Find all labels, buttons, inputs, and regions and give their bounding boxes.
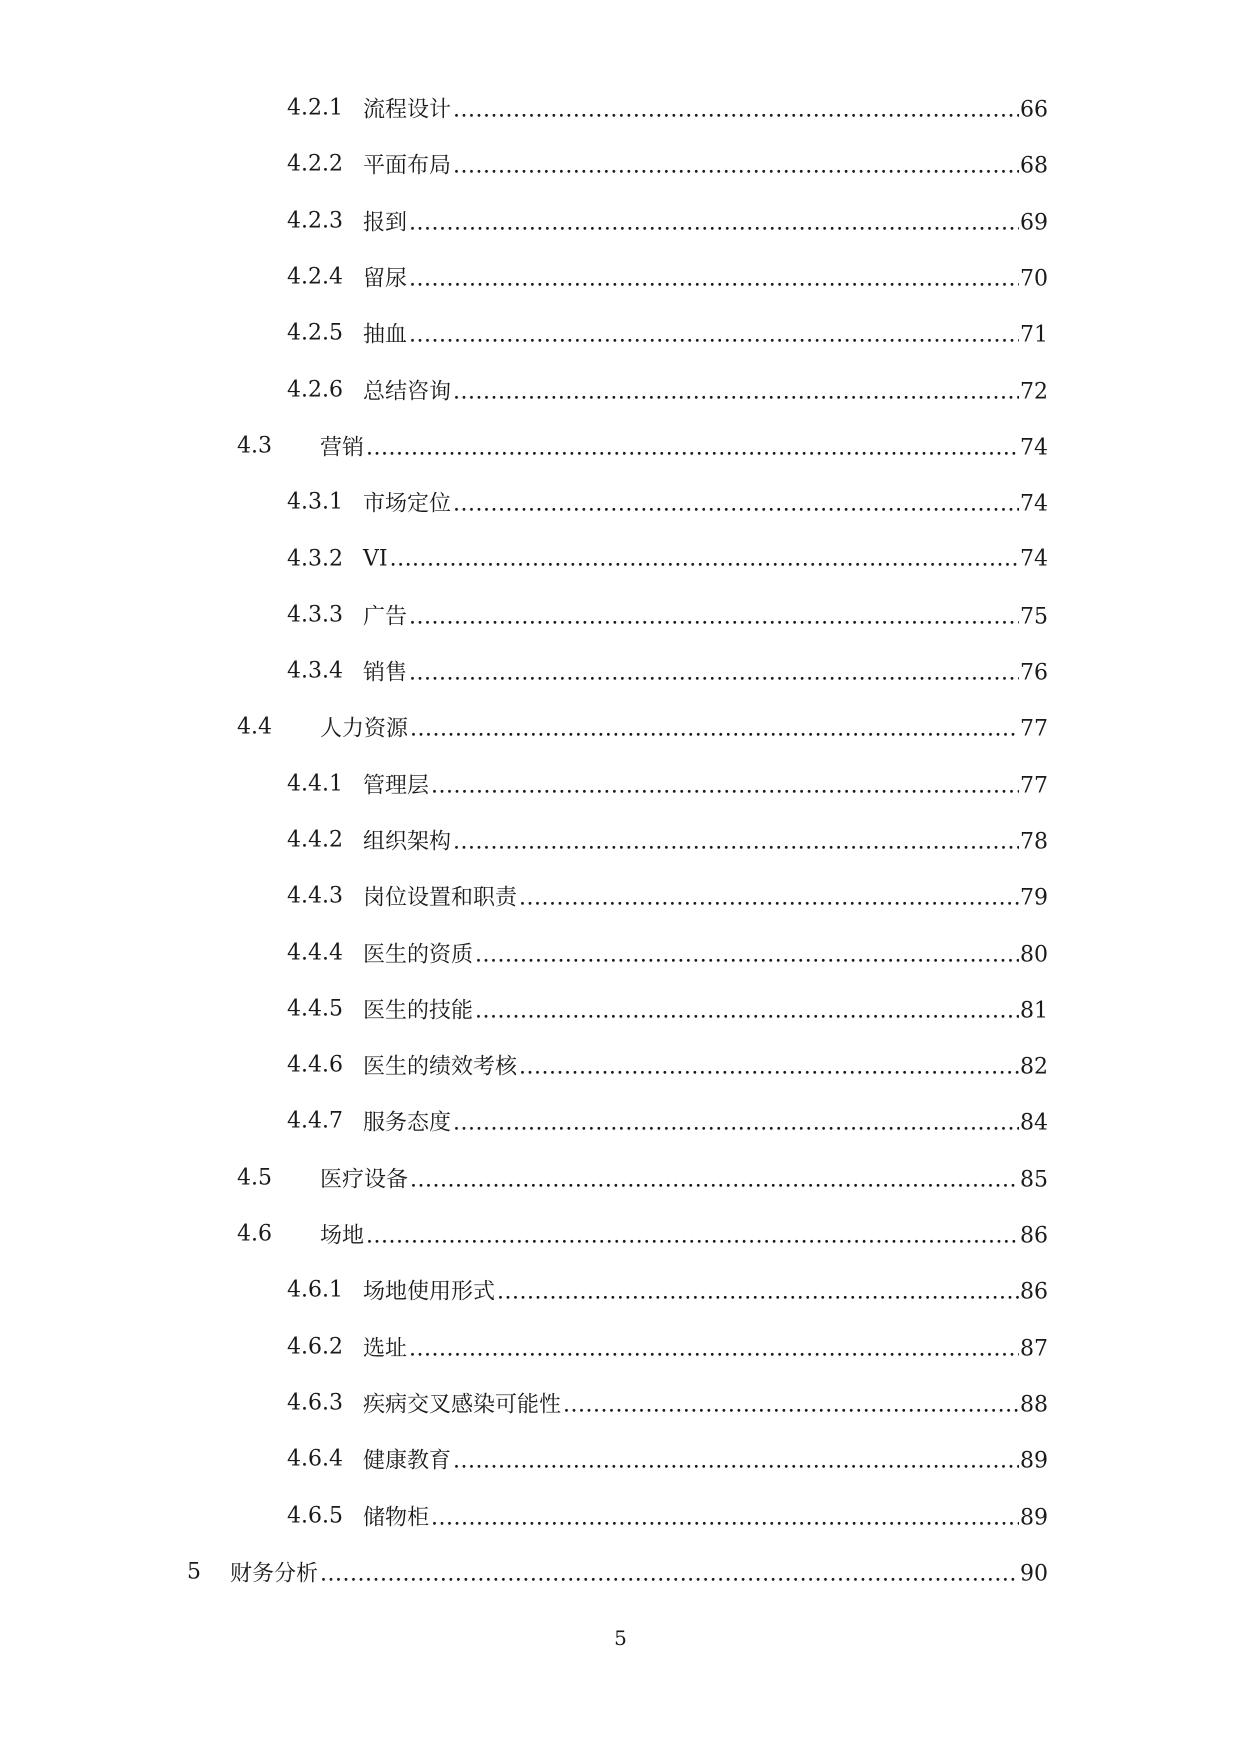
dot-leader — [409, 267, 1019, 292]
dot-leader — [409, 323, 1019, 348]
toc-entry[interactable] — [0, 1544, 1241, 1600]
dot-leader — [410, 1167, 1019, 1192]
dot-leader — [519, 886, 1019, 911]
dot-leader — [390, 546, 1019, 571]
toc-entry-line — [320, 1219, 1048, 1250]
toc-entry-page: 86 — [1020, 1223, 1048, 1249]
toc-entry-line — [363, 993, 1048, 1024]
toc-entry-page: 88 — [1020, 1392, 1048, 1418]
toc-entry-title: 选址 — [363, 1336, 408, 1362]
dot-leader — [453, 492, 1019, 517]
toc-entry-page: 74 — [1020, 435, 1048, 461]
toc-entry-line — [363, 149, 1048, 180]
toc-entry-number: 4.4.7 — [287, 1108, 343, 1134]
toc-entry-number: 4.6.2 — [287, 1334, 343, 1360]
toc-entry-title: 医生的技能 — [363, 998, 474, 1024]
toc-entry[interactable] — [0, 1037, 1241, 1093]
toc-entry-line — [363, 599, 1048, 630]
toc-entry-page: 90 — [1020, 1561, 1048, 1587]
toc-entry-page: 81 — [1020, 998, 1048, 1024]
toc-entry-line — [363, 768, 1048, 799]
toc-entry-page: 78 — [1020, 829, 1048, 855]
toc-entry[interactable] — [0, 193, 1241, 249]
toc-entry-line — [320, 430, 1048, 461]
dot-leader — [563, 1392, 1019, 1417]
toc-entry-number: 4.4 — [237, 714, 272, 740]
toc-entry-line — [320, 1162, 1048, 1193]
dot-leader — [453, 98, 1019, 123]
toc-entry-line — [320, 712, 1048, 743]
toc-entry[interactable] — [0, 643, 1241, 699]
toc-entry-number: 4.3 — [237, 433, 272, 459]
dot-leader — [453, 1111, 1019, 1136]
toc-entry-page: 84 — [1020, 1110, 1048, 1136]
toc-entry-title: 管理层 — [363, 773, 430, 799]
toc-entry-number: 4.6.4 — [287, 1446, 343, 1472]
toc-entry[interactable] — [0, 812, 1241, 868]
toc-entry-line — [363, 318, 1048, 349]
toc-entry-page: 86 — [1020, 1279, 1048, 1305]
toc-entry-line — [363, 1500, 1048, 1531]
toc-entry-line — [363, 1106, 1048, 1137]
toc-entry[interactable] — [0, 474, 1241, 530]
toc-entry-page: 89 — [1020, 1448, 1048, 1474]
toc-entry[interactable] — [0, 1375, 1241, 1431]
toc-entry-title: 流程设计 — [363, 97, 452, 123]
toc-entry-line — [363, 205, 1048, 236]
dot-leader — [431, 1505, 1019, 1530]
toc-entry-title: 医生的资质 — [363, 942, 474, 968]
toc-entry-title: 营销 — [320, 435, 365, 461]
toc-entry-number: 4.3.4 — [287, 658, 343, 684]
toc-entry-title: 岗位设置和职责 — [363, 885, 518, 911]
toc-entry-number: 4.2.6 — [287, 377, 343, 403]
toc-entry[interactable] — [0, 1319, 1241, 1375]
toc-entry-page: 68 — [1020, 153, 1048, 179]
toc-entry-number: 4.3.1 — [287, 489, 343, 515]
toc-entry-line — [363, 1387, 1048, 1418]
toc-entry-number: 4.4.4 — [287, 940, 343, 966]
toc-entry-number: 4.2.1 — [287, 95, 343, 121]
dot-leader — [366, 1224, 1019, 1249]
toc-entry-line — [230, 1556, 1048, 1587]
toc-entry-number: 4.4.3 — [287, 883, 343, 909]
toc-entry-title: 医疗设备 — [320, 1167, 409, 1193]
toc-entry-title: 储物柜 — [363, 1505, 430, 1531]
dot-leader — [453, 1449, 1019, 1474]
dot-leader — [453, 379, 1019, 404]
toc-entry-page: 85 — [1020, 1167, 1048, 1193]
toc-entry-title: 销售 — [363, 660, 408, 686]
toc-entry-title: 市场定位 — [363, 491, 452, 517]
dot-leader — [475, 998, 1019, 1023]
table-of-contents — [0, 80, 1241, 1600]
dot-leader — [497, 1280, 1019, 1305]
toc-entry-line — [363, 1275, 1048, 1306]
toc-entry-line — [363, 1050, 1048, 1081]
toc-entry[interactable] — [0, 305, 1241, 361]
toc-entry-number: 4.2.2 — [287, 151, 343, 177]
toc-entry-number: 4.3.3 — [287, 602, 343, 628]
toc-entry-line — [363, 546, 1048, 571]
toc-entry-number: 4.2.5 — [287, 320, 343, 346]
toc-entry-line — [363, 656, 1048, 687]
toc-entry-line — [363, 374, 1048, 405]
toc-entry-number: 4.5 — [237, 1165, 272, 1191]
toc-entry-page: 72 — [1020, 379, 1048, 405]
toc-entry-title: 场地 — [320, 1223, 365, 1249]
toc-entry-page: 70 — [1020, 266, 1048, 292]
toc-entry[interactable] — [0, 418, 1241, 474]
toc-entry[interactable] — [0, 249, 1241, 305]
toc-entry[interactable] — [0, 1262, 1241, 1318]
dot-leader — [453, 154, 1019, 179]
toc-entry-number: 4.4.5 — [287, 996, 343, 1022]
toc-entry-title: 服务态度 — [363, 1110, 452, 1136]
toc-entry[interactable] — [0, 587, 1241, 643]
toc-entry-number: 4.6.3 — [287, 1390, 343, 1416]
toc-entry[interactable] — [0, 80, 1241, 136]
toc-entry-line — [363, 937, 1048, 968]
toc-entry-page: 89 — [1020, 1505, 1048, 1531]
toc-entry-number: 4.4.6 — [287, 1052, 343, 1078]
toc-entry-title: 健康教育 — [363, 1448, 452, 1474]
toc-entry-page: 76 — [1020, 660, 1048, 686]
dot-leader — [431, 773, 1019, 798]
toc-entry-title: 场地使用形式 — [363, 1279, 496, 1305]
dot-leader — [409, 210, 1019, 235]
toc-entry-title: 平面布局 — [363, 153, 452, 179]
dot-leader — [409, 661, 1019, 686]
toc-entry[interactable] — [0, 1150, 1241, 1206]
dot-leader — [475, 942, 1019, 967]
toc-entry[interactable] — [0, 1431, 1241, 1487]
toc-entry-line — [363, 881, 1048, 912]
toc-entry-line — [363, 93, 1048, 124]
toc-entry-title: 人力资源 — [320, 716, 409, 742]
dot-leader — [409, 604, 1019, 629]
toc-entry-title: 留尿 — [363, 266, 408, 292]
toc-entry-line — [363, 262, 1048, 293]
toc-entry[interactable] — [0, 868, 1241, 924]
toc-entry-number: 4.4.2 — [287, 827, 343, 853]
toc-entry-line — [363, 487, 1048, 518]
toc-entry[interactable] — [0, 530, 1241, 586]
toc-entry-number: 4.6 — [237, 1221, 272, 1247]
toc-entry-line — [363, 825, 1048, 856]
toc-entry-title: 财务分析 — [230, 1561, 319, 1587]
toc-entry-page: 74 — [1020, 546, 1048, 572]
toc-entry-title: 医生的绩效考核 — [363, 1054, 518, 1080]
toc-entry-page: 79 — [1020, 885, 1048, 911]
toc-entry-page: 77 — [1020, 716, 1048, 742]
toc-entry-page: 77 — [1020, 773, 1048, 799]
toc-entry-page: 66 — [1020, 97, 1048, 123]
dot-leader — [409, 1336, 1019, 1361]
toc-entry-title: 广告 — [363, 604, 408, 630]
toc-entry-number: 4.4.1 — [287, 771, 343, 797]
toc-entry-number: 5 — [187, 1559, 201, 1585]
dot-leader — [320, 1561, 1019, 1586]
toc-entry-number: 4.6.1 — [287, 1277, 343, 1303]
toc-entry-page: 75 — [1020, 604, 1048, 630]
page-number: 5 — [614, 1626, 627, 1650]
toc-entry[interactable] — [0, 756, 1241, 812]
dot-leader — [519, 1055, 1019, 1080]
toc-entry-line — [363, 1444, 1048, 1475]
toc-entry-page: 71 — [1020, 322, 1048, 348]
toc-entry[interactable] — [0, 1206, 1241, 1262]
toc-entry-number: 4.3.2 — [287, 546, 343, 572]
toc-entry-page: 74 — [1020, 491, 1048, 517]
toc-entry-title: 疾病交叉感染可能性 — [363, 1392, 562, 1418]
dot-leader — [366, 435, 1019, 460]
toc-entry[interactable] — [0, 1093, 1241, 1149]
toc-entry-page: 82 — [1020, 1054, 1048, 1080]
toc-entry-title: 报到 — [363, 210, 408, 236]
toc-entry-page: 69 — [1020, 210, 1048, 236]
dot-leader — [410, 717, 1019, 742]
toc-entry[interactable] — [0, 136, 1241, 192]
toc-entry-line — [363, 1331, 1048, 1362]
toc-entry-title: 总结咨询 — [363, 379, 452, 405]
toc-entry-number: 4.2.3 — [287, 208, 343, 234]
toc-entry-page: 87 — [1020, 1336, 1048, 1362]
toc-entry-title: 抽血 — [363, 322, 408, 348]
toc-entry-number: 4.6.5 — [287, 1503, 343, 1529]
toc-entry-title: 组织架构 — [363, 829, 452, 855]
toc-entry-page: 80 — [1020, 942, 1048, 968]
toc-entry-number: 4.2.4 — [287, 264, 343, 290]
dot-leader — [453, 830, 1019, 855]
toc-entry[interactable] — [0, 981, 1241, 1037]
toc-entry[interactable] — [0, 924, 1241, 980]
toc-entry[interactable] — [0, 361, 1241, 417]
toc-entry[interactable] — [0, 1487, 1241, 1543]
toc-entry-title: VI — [363, 546, 388, 572]
toc-entry[interactable] — [0, 699, 1241, 755]
